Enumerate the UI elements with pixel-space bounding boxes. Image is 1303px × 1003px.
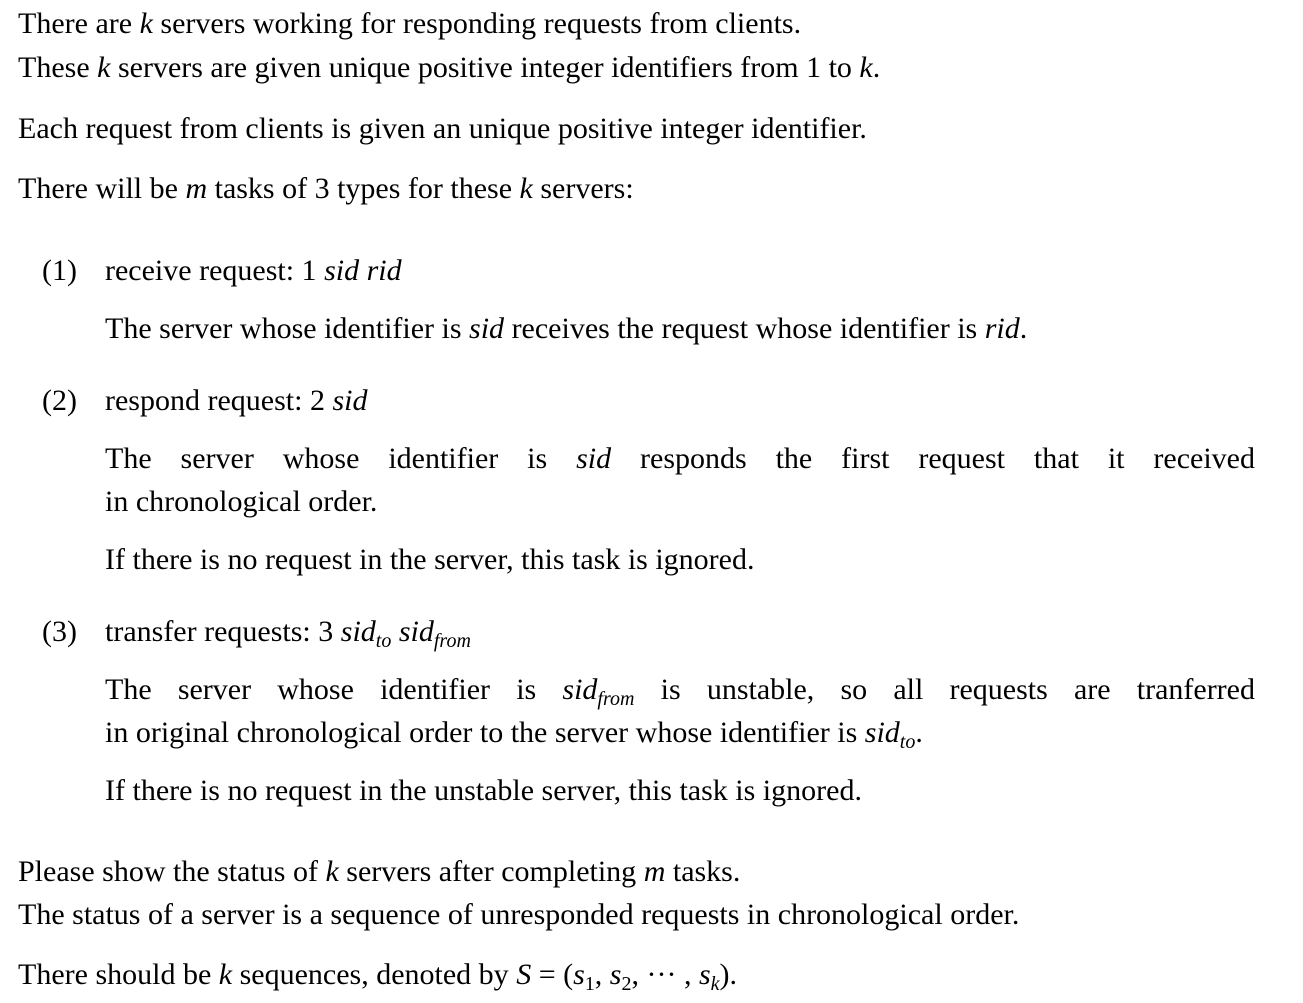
intro-line-2: These k servers are given unique positive integer identifiers from 1 to k. xyxy=(18,51,881,84)
task-3-heading: transfer requests: 3 sid$_{to}$ sid$_{from}$ xyxy=(105,615,471,652)
task-2-ignore-note: If there is no request in the server, this task is ignored. xyxy=(105,543,755,576)
intro-line-4: There will be m tasks of 3 types for these k servers: xyxy=(18,172,634,205)
task-3-description-line-1: The server whose identifier is sid$_{from}$ is unstable, so all requests are tranferred xyxy=(105,673,1255,710)
intro-line-1: There are k servers working for responding requests from clients. xyxy=(18,7,802,40)
task-3-number: (3) xyxy=(42,615,77,648)
task-3-description-line-2: in original chronological order to the server whose identifier is sid$_{to}$. xyxy=(105,716,923,753)
task-2-number: (2) xyxy=(42,384,77,417)
outro-line-2: The status of a server is a sequence of unresponded requests in chronological order. xyxy=(18,898,1020,931)
task-3-ignore-note: If there is no request in the unstable server, this task is ignored. xyxy=(105,774,862,807)
outro-line-3: There should be k sequences, denoted by $S = (s_1$, $s_2$, ··· , $s_k$). xyxy=(18,958,738,995)
task-2-description-line-2: in chronological order. xyxy=(105,485,378,518)
task-1-number: (1) xyxy=(42,254,77,287)
task-2-description-line-1: The server whose identifier is sid responds the first request that it received xyxy=(105,442,1255,475)
outro-line-1: Please show the status of k servers after completing m tasks. xyxy=(18,855,741,888)
task-2-heading: respond request: 2 sid xyxy=(105,384,368,417)
task-1-description: The server whose identifier is sid receives the request whose identifier is rid. xyxy=(105,312,1028,345)
task-1-heading: receive request: 1 sid rid xyxy=(105,254,402,287)
intro-line-3: Each request from clients is given an unique positive integer identifier. xyxy=(18,112,867,145)
